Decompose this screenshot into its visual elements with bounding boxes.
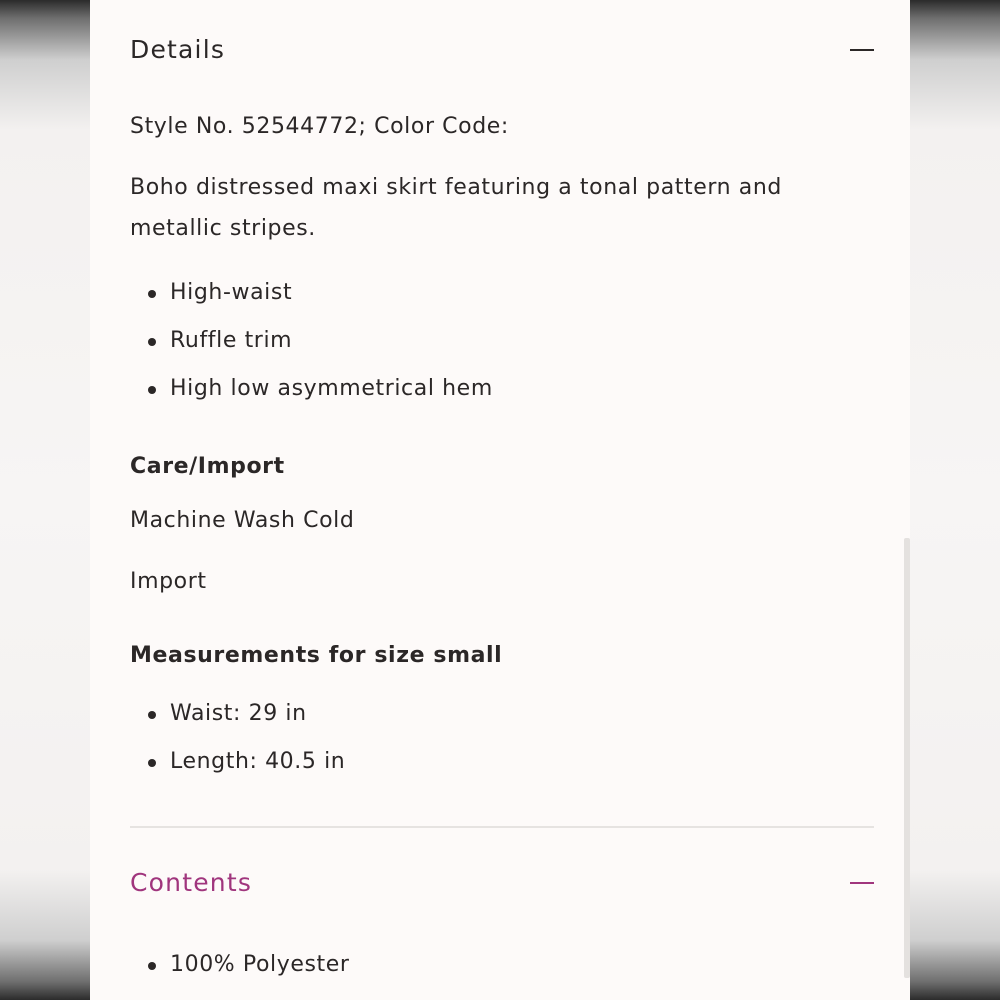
description-line-1: Boho distressed maxi skirt featuring a tonal pattern and [130, 175, 782, 200]
product-info-panel [90, 0, 910, 1000]
bullet-dot [148, 759, 156, 767]
care-line-wash: Machine Wash Cold [130, 508, 355, 533]
contents-title: Contents [130, 868, 253, 897]
bullet-dot [148, 962, 156, 970]
material-text: 100% Polyester [170, 952, 350, 977]
feature-text: High low asymmetrical hem [170, 376, 493, 401]
bullet-dot [148, 290, 156, 298]
care-line-import: Import [130, 569, 207, 594]
measurements-heading: Measurements for size small [130, 643, 503, 668]
feature-text: Ruffle trim [170, 328, 293, 353]
scrollbar[interactable] [904, 538, 910, 978]
feature-text: High-waist [170, 280, 293, 305]
measurement-text: Length: 40.5 in [170, 749, 346, 774]
right-backdrop [910, 0, 1000, 1000]
contents-accordion-header[interactable] [130, 863, 874, 903]
bullet-dot [148, 386, 156, 394]
left-backdrop [0, 0, 90, 1000]
minus-icon[interactable] [850, 882, 874, 884]
details-title: Details [130, 35, 226, 64]
description-line-2: metallic stripes. [130, 216, 316, 241]
style-number-text: Style No. 52544772; Color Code: [130, 114, 509, 139]
section-divider [130, 826, 874, 828]
bullet-dot [148, 338, 156, 346]
details-accordion-header[interactable] [130, 30, 874, 70]
care-import-heading: Care/Import [130, 454, 285, 479]
measurement-text: Waist: 29 in [170, 701, 307, 726]
minus-icon[interactable] [850, 49, 874, 51]
bullet-dot [148, 711, 156, 719]
